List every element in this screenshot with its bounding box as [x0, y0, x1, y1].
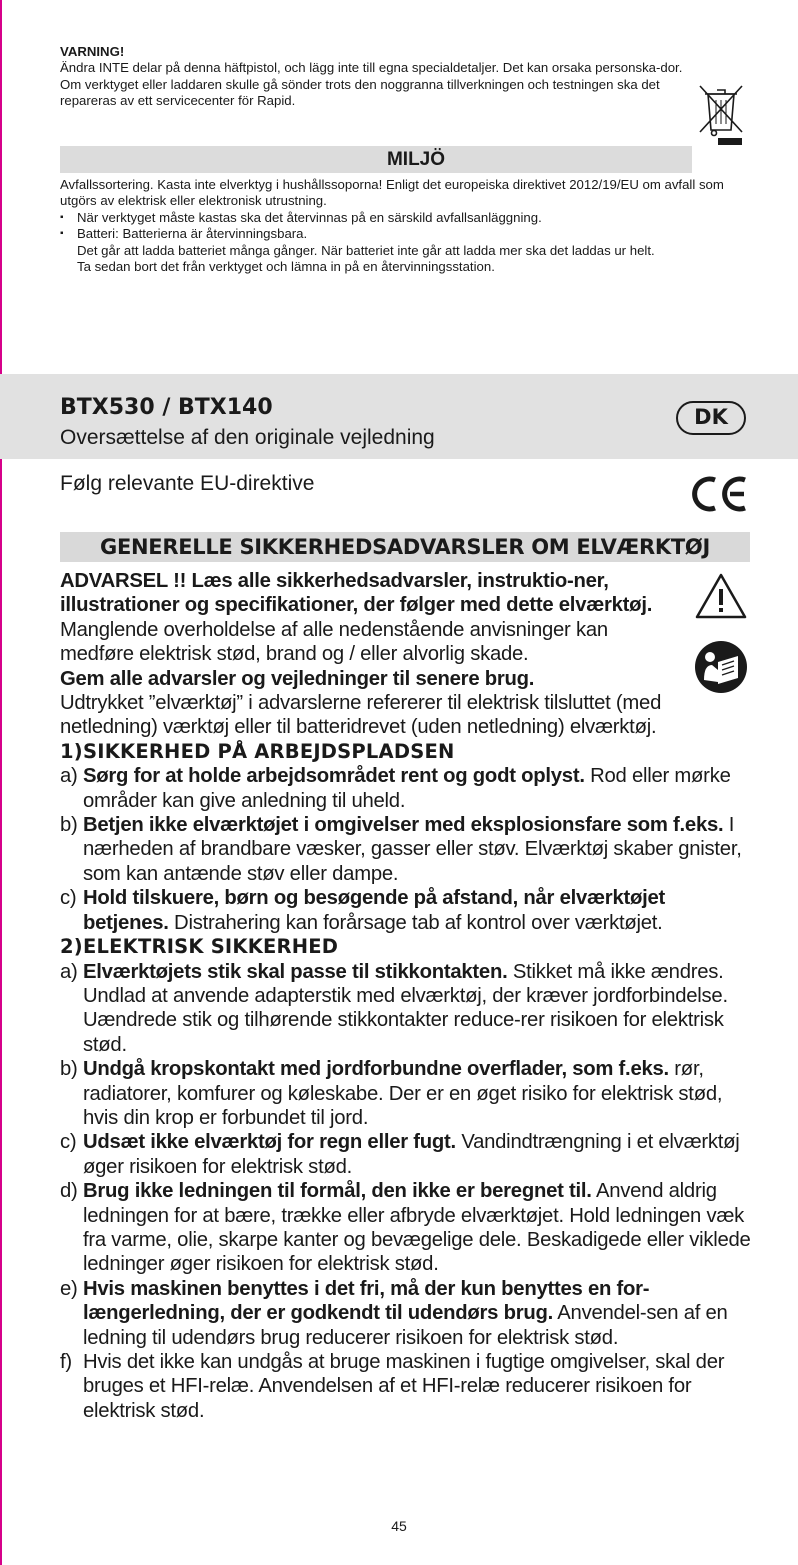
environment-section — [60, 177, 750, 275]
warning-rest-text: Manglende overholdelse af alle nedenstående anvisninger kan medføre elektrisk stød, brand og / eller alvorlig skade. — [60, 618, 608, 666]
list-item: b) Undgå kropskontakt med jordforbundne overflader, som f.eks. rør, radiatorer, komfurer og køleskabe. Der er en øget risiko for elektrisk stød, hvis din krop er forbundet til jord. — [60, 1058, 723, 1129]
bullet-continuation: Det går att ladda batteriet många gånger. När batteriet inte går att ladda mer ska det laddas ur helt. — [77, 242, 655, 258]
language-badge: DK — [676, 401, 746, 435]
keep-instructions-text: Gem alle advarsler og vejledninger til senere brug. — [60, 667, 535, 690]
bullet-continuation: Ta sedan bort det från verktyget och lämna in på en återvinningsstation. — [77, 259, 495, 275]
list-item: f) Hvis det ikke kan undgås at bruge maskinen i fugtige omgivelser, skal der bruges et HFI-relæ. Anvendelsen af et HFI-relæ reducerer risikoen for elektrisk stød. — [60, 1351, 725, 1422]
warning-text-2: Om verktyget eller laddaren skulle gå sönder trots den noggranna tillverkningen och testningen ska det repareras av ett servicecenter för Rapid. — [60, 76, 660, 109]
model-title: BTX530 / BTX140 — [60, 395, 273, 420]
general-safety-heading: GENERELLE SIKKERHEDSADVARSLER OM ELVÆRKTØJ — [60, 532, 750, 562]
eu-directive-text: Følg relevante EU-direktive — [60, 472, 315, 495]
warning-bold-text: ADVARSEL !! Læs alle sikkerhedsadvarsler, instruktio-ner, illustrationer og specifikationer, der følger med dette elværktøj. — [60, 570, 653, 617]
environment-heading-band — [60, 146, 692, 173]
list-item: a) Elværktøjets stik skal passe til stikkontakten. Stikket må ikke ændres. Undlad at anvende adapterstik med elværktøj, der kræver jordforbindelse. Uændrede stik og tilhørende stikkontakter reduce-rer risikoen for elektrisk stød. — [60, 960, 728, 1056]
list-item: ▪ När verktyget måste kastas ska det återvinnas på en särskild avfallsanläggning. — [60, 210, 750, 226]
translation-subtitle: Oversættelse af den originale vejledning — [60, 426, 435, 449]
weee-bin-icon — [692, 80, 750, 146]
environment-heading: MILJÖ — [386, 149, 446, 170]
list-item: e) Hvis maskinen benyttes i det fri, må der kun benyttes en for-længerledning, der er godkendt til udendørs brug. Anvendel-sen af en ledning til udendørs brug reducerer risikoen for elektrisk stød. — [60, 1277, 728, 1349]
list-item: c) Hold tilskuere, børn og besøgende på afstand, når elværktøjet betjenes. Distrahering kan forårsage tab af kontrol over værktøjet. — [60, 887, 666, 934]
warning-title: VARNING! — [60, 44, 125, 59]
danish-safety-text — [60, 569, 755, 1423]
list-item: b) Betjen ikke elværktøjet i omgivelser med eksplosionsfare som f.eks. I nærheden af brandbare væsker, gasser eller støv. Elværktøj skaber gnister, som kan antænde støv eller dampe. — [60, 814, 742, 885]
page-edge-marker — [0, 0, 2, 1565]
swedish-warning — [60, 44, 750, 110]
section-heading: 1)SIKKERHED PÅ ARBEJDSPLADSEN — [60, 739, 455, 763]
warning-text-1: Ändra INTE delar på denna häftpistol, och lägg inte till egna specialdetaljer. Det kan orsaka personska-dor. — [60, 60, 683, 76]
ce-mark-icon — [690, 474, 748, 514]
definition-text: Udtrykket ”elværktøj” i advarslerne refererer til elektrisk tilsluttet (med netledning) værktøj eller til batteridrevet (uden netledning) elværktøj. — [60, 692, 662, 739]
page-number: 45 — [391, 1518, 407, 1534]
section-heading: 2)ELEKTRISK SIKKERHED — [60, 935, 339, 959]
list-item: a) Sørg for at holde arbejdsområdet rent og godt oplyst. Rod eller mørke områder kan give anledning til uheld. — [60, 765, 731, 812]
environment-bullets — [60, 210, 750, 243]
list-item: ▪ Batteri: Batterierna är återvinningsbara. — [60, 226, 750, 242]
environment-text: Avfallssortering. Kasta inte elverktyg i hushållssoporna! Enligt det europeiska direktivet 2012/19/EU om avfall som utgörs av elektrisk eller elektronisk utrustning. — [60, 177, 724, 209]
list-item: d) Brug ikke ledningen til formål, den ikke er beregnet til. Anvend aldrig ledningen for at bære, trække eller afbryde elværktøjet. Hold ledningen væk fra varme, olie, skarpe kanter og bevægelige dele. Beskadigede eller viklede ledninger øger risikoen for elektrisk stød. — [60, 1180, 751, 1276]
list-item: c) Udsæt ikke elværktøj for regn eller fugt. Vandindtrængning i et elværktøj øger risikoen for elektrisk stød. — [60, 1131, 740, 1178]
